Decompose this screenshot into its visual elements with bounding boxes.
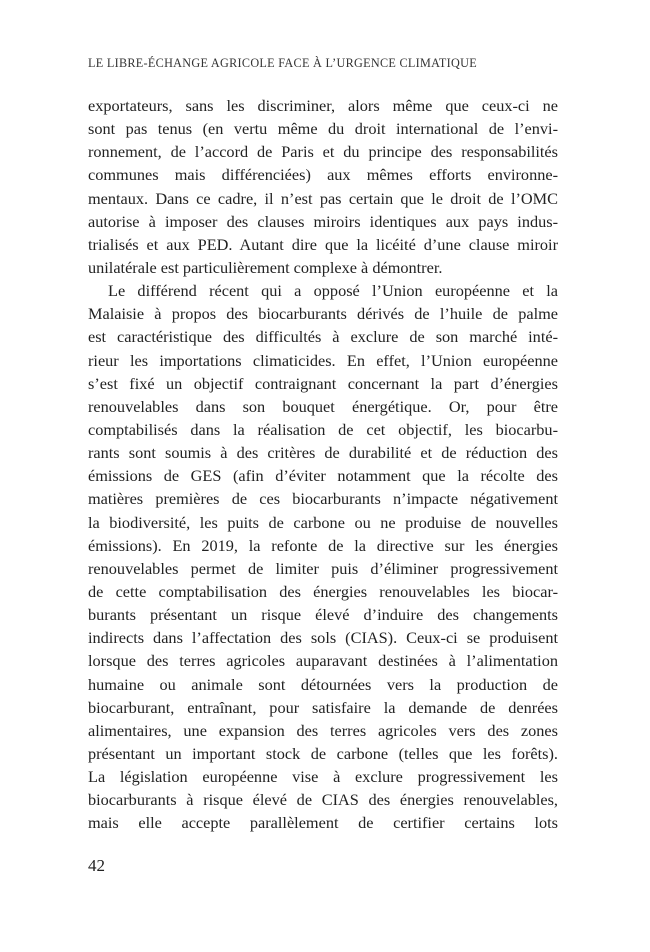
text-line: ronnement, de l’accord de Paris et du principe des responsabilités xyxy=(88,142,558,162)
text-line: humaine ou animale sont détournées vers la production de xyxy=(88,674,558,694)
text-line: exportateurs, sans les discriminer, alors même que ceux-ci ne xyxy=(88,96,558,115)
text-line: Malaisie à propos des biocarburants dérivés de l’huile de palme xyxy=(88,304,558,324)
text-line: autorise à imposer des clauses miroirs identiques aux pays indus- xyxy=(88,211,558,231)
text-line: sont pas tenus (en vertu même du droit international de l’envi- xyxy=(88,119,558,139)
text-line: présentant un important stock de carbone (telles que les forêts). xyxy=(88,743,558,763)
text-line: s’est fixé un objectif contraignant concernant la part d’énergies xyxy=(88,373,558,393)
text-line: lorsque des terres agricoles auparavant destinées à l’alimentation xyxy=(88,651,558,671)
text-line: la biodiversité, les puits de carbone ou ne produise de nouvelles xyxy=(88,512,558,532)
text-line: biocarburants à risque élevé de CIAS des énergies renouvelables, xyxy=(88,790,558,810)
text-line: Le différend récent qui a opposé l’Union européenne et la xyxy=(108,281,558,301)
text-line: unilatérale est particulièrement complexe à démontrer. xyxy=(88,257,443,277)
text-line: est caractéristique des difficultés à exclure de son marché inté- xyxy=(88,327,558,347)
text-line: renouvelables dans son bouquet énergétique. Or, pour être xyxy=(88,396,558,416)
text-line: trialisés et aux PED. Autant dire que la licéité d’une clause miroir xyxy=(88,234,558,254)
page-number: 42 xyxy=(88,856,105,875)
text-line: biocarburant, entraînant, pour satisfaire la demande de denrées xyxy=(88,697,558,717)
body-text xyxy=(88,94,558,835)
text-line: renouvelables permet de limiter puis d’éliminer progressivement xyxy=(88,558,558,578)
text-line: émissions). En 2019, la refonte de la directive sur les énergies xyxy=(88,535,558,555)
text-line: alimentaires, une expansion des terres agricoles vers des zones xyxy=(88,720,558,740)
text-line: rants sont soumis à des critères de durabilité et de réduction des xyxy=(88,443,558,463)
text-line: mentaux. Dans ce cadre, il n’est pas certain que le droit de l’OMC xyxy=(88,188,558,208)
text-line: rieur les importations climaticides. En effet, l’Union européenne xyxy=(88,350,558,370)
paragraph-2 xyxy=(88,279,558,834)
text-line: La législation européenne vise à exclure progressivement les xyxy=(88,767,558,787)
text-line: matières premières de ces biocarburants n’impacte négativement xyxy=(88,489,558,509)
text-line: mais elle accepte parallèlement de certifier certains lots xyxy=(88,813,558,833)
text-line: comptabilisés dans la réalisation de cet objectif, les biocarbu- xyxy=(88,419,558,439)
text-line: burants présentant un risque élevé d’induire des changements xyxy=(88,605,558,625)
text-line: émissions de GES (afin d’éviter notamment que la récolte des xyxy=(88,466,558,486)
text-line: indirects dans l’affectation des sols (CIAS). Ceux-ci se produisent xyxy=(88,628,558,648)
text-line: de cette comptabilisation des énergies renouvelables les biocar- xyxy=(88,581,558,601)
paragraph-1 xyxy=(88,94,558,279)
running-head: LE LIBRE-ÉCHANGE AGRICOLE FACE À L’URGENCE CLIMATIQUE xyxy=(88,56,477,70)
text-line: communes mais différenciées) aux mêmes efforts environne- xyxy=(88,165,558,185)
